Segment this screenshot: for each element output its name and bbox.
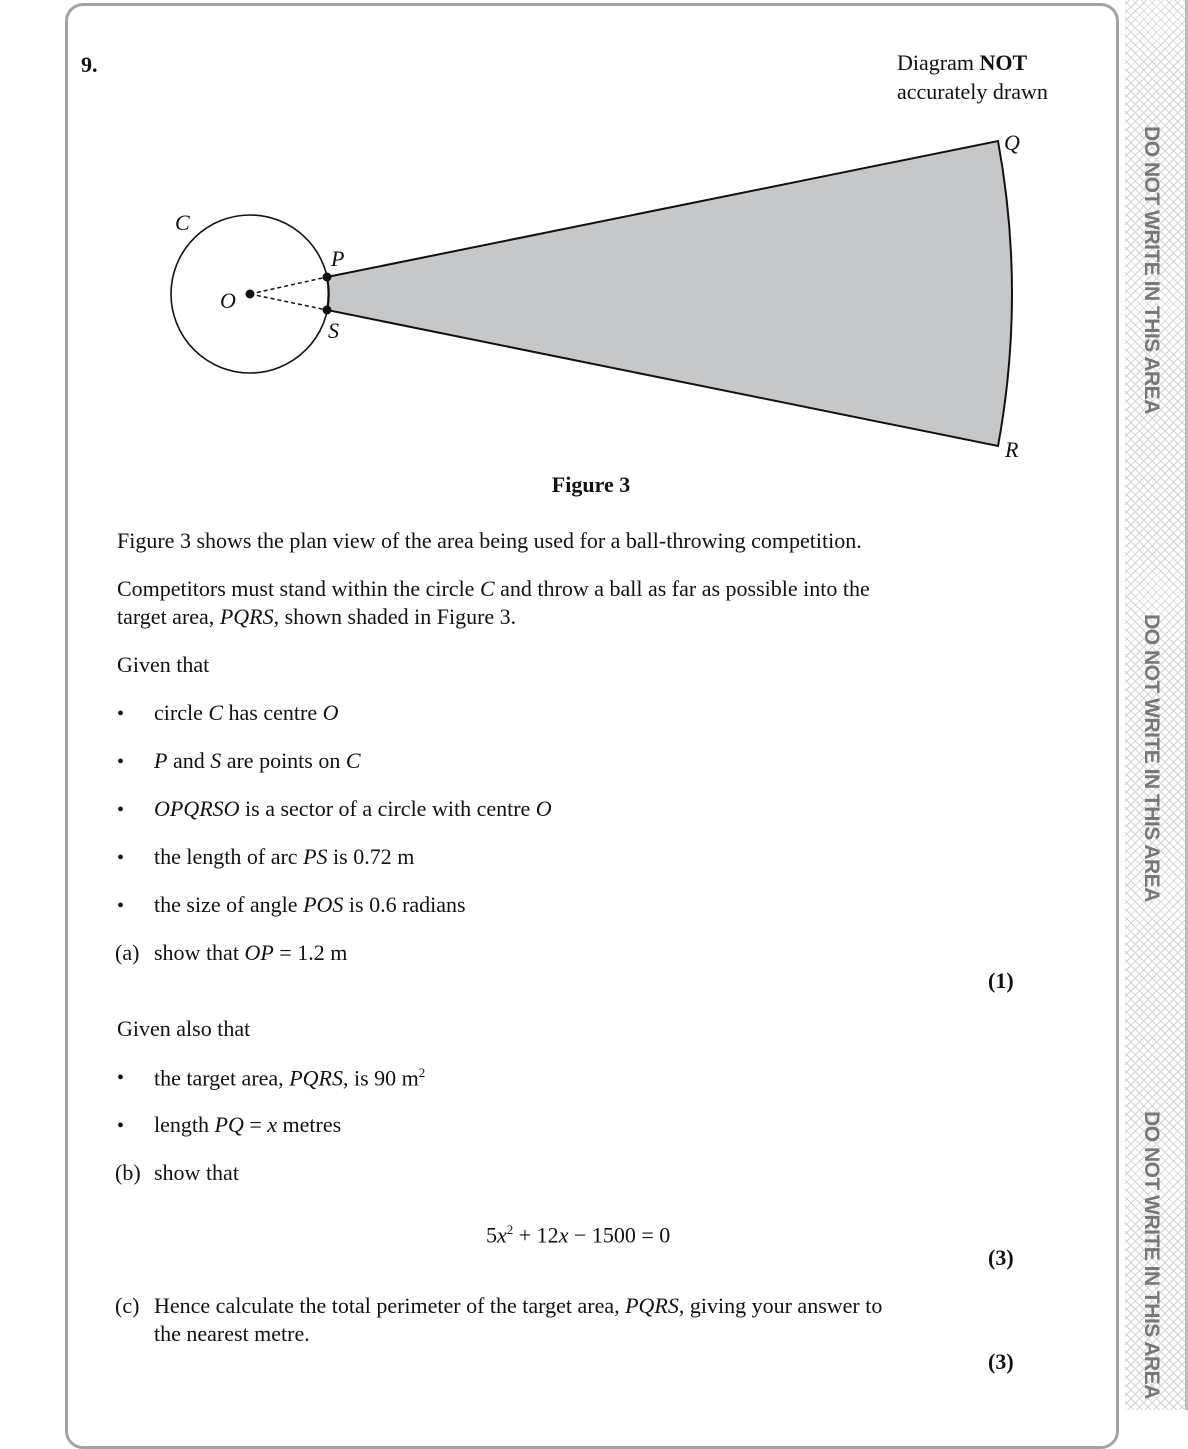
text: − 1500 = 0 xyxy=(568,1222,671,1248)
bullet: • xyxy=(117,847,125,869)
math: x xyxy=(558,1222,569,1248)
note-text: Diagram xyxy=(897,50,980,75)
margin-warning: DO NOT WRITE IN THIS AREA xyxy=(1140,126,1163,414)
marks-c: (3) xyxy=(988,1349,1014,1374)
list-item xyxy=(154,702,339,724)
bullet: • xyxy=(117,799,125,821)
text: are points on xyxy=(221,748,346,773)
equation xyxy=(486,1223,670,1246)
text: is 0.72 m xyxy=(327,844,415,869)
bullet: • xyxy=(117,1115,125,1137)
text: target area, xyxy=(117,604,220,629)
para2-line1 xyxy=(117,578,870,600)
text: circle xyxy=(154,700,209,725)
text: and throw a ball as far as possible into the xyxy=(494,576,870,601)
superscript: 2 xyxy=(418,1065,426,1080)
text: + 12 xyxy=(513,1222,559,1248)
text: , shown shaded in Figure 3. xyxy=(273,604,517,629)
math: O xyxy=(322,700,339,725)
text: metres xyxy=(277,1112,342,1137)
math: O xyxy=(535,796,552,821)
math: PQRS xyxy=(289,1065,343,1091)
label-s: S xyxy=(328,318,339,343)
part-a-label: (a) xyxy=(115,940,140,965)
point-s xyxy=(323,306,332,315)
text: the target area, xyxy=(154,1065,290,1091)
label-r: R xyxy=(1005,437,1019,462)
margin-warning: DO NOT WRITE IN THIS AREA xyxy=(1140,614,1163,902)
given-heading: Given that xyxy=(117,652,210,677)
text: 5 xyxy=(486,1222,497,1248)
bullet: • xyxy=(117,1067,125,1089)
math: C xyxy=(479,576,495,601)
list-item xyxy=(154,1066,425,1089)
bullet: • xyxy=(117,895,125,917)
label-q: Q xyxy=(1004,130,1020,155)
math: C xyxy=(345,748,361,773)
math: C xyxy=(208,700,224,725)
text: is 0.6 radians xyxy=(343,892,466,917)
bullet: • xyxy=(117,703,125,725)
text: has centre xyxy=(223,700,323,725)
point-p xyxy=(323,273,332,282)
marks-b: (3) xyxy=(988,1245,1014,1270)
part-c-label: (c) xyxy=(115,1293,140,1318)
part-b-label: (b) xyxy=(115,1160,141,1185)
math: OPQRSO xyxy=(154,796,240,821)
note-emphasis: NOT xyxy=(979,50,1028,75)
math: P xyxy=(154,748,168,773)
math: x xyxy=(267,1112,278,1137)
point-o xyxy=(246,290,255,299)
para2-line2 xyxy=(117,606,516,628)
text: length xyxy=(154,1112,215,1137)
text: the size of angle xyxy=(154,892,304,917)
radius-op xyxy=(250,277,327,294)
math: x xyxy=(497,1222,507,1248)
text: , is 90 m xyxy=(342,1065,419,1091)
text: , giving your answer to xyxy=(678,1293,883,1318)
list-item xyxy=(154,750,361,772)
text: = 1.2 m xyxy=(273,940,348,965)
given-also-heading: Given also that xyxy=(117,1016,251,1041)
math: S xyxy=(210,748,222,773)
shaded-sector-pqrs xyxy=(327,141,1012,446)
math: PQ xyxy=(214,1112,244,1137)
figure-3-diagram xyxy=(0,0,1188,500)
list-item xyxy=(154,798,552,820)
part-c-line2: the nearest metre. xyxy=(154,1321,310,1346)
label-p: P xyxy=(331,246,345,271)
text: Hence calculate the total perimeter of the target area, xyxy=(154,1293,626,1318)
list-item xyxy=(154,894,466,916)
radius-os xyxy=(250,294,327,310)
margin-warning: DO NOT WRITE IN THIS AREA xyxy=(1140,1111,1163,1399)
math: POS xyxy=(303,892,344,917)
figure-caption: Figure 3 xyxy=(551,472,631,497)
math: OP xyxy=(244,940,274,965)
part-a-text xyxy=(154,942,347,964)
math: PS xyxy=(303,844,328,869)
part-c-line1 xyxy=(154,1295,882,1317)
intro-text: Figure 3 shows the plan view of the area being used for a ball-throwing competition. xyxy=(117,528,862,553)
label-o: O xyxy=(220,288,236,313)
text: Competitors must stand within the circle xyxy=(117,576,480,601)
label-c: C xyxy=(175,210,190,235)
marks-a: (1) xyxy=(988,968,1014,993)
list-item xyxy=(154,846,414,868)
text: the length of arc xyxy=(154,844,304,869)
text: = xyxy=(243,1112,268,1137)
part-b-text: show that xyxy=(154,1160,239,1185)
question-number: 9. xyxy=(81,52,98,77)
text: show that xyxy=(154,940,245,965)
bullet: • xyxy=(117,751,125,773)
math: PQRS xyxy=(625,1293,679,1318)
list-item xyxy=(154,1114,341,1136)
text: is a sector of a circle with centre xyxy=(239,796,536,821)
math: PQRS xyxy=(219,604,274,629)
superscript: 2 xyxy=(506,1222,514,1237)
text: and xyxy=(167,748,211,773)
diagram-note-line2: accurately drawn xyxy=(897,79,1048,104)
